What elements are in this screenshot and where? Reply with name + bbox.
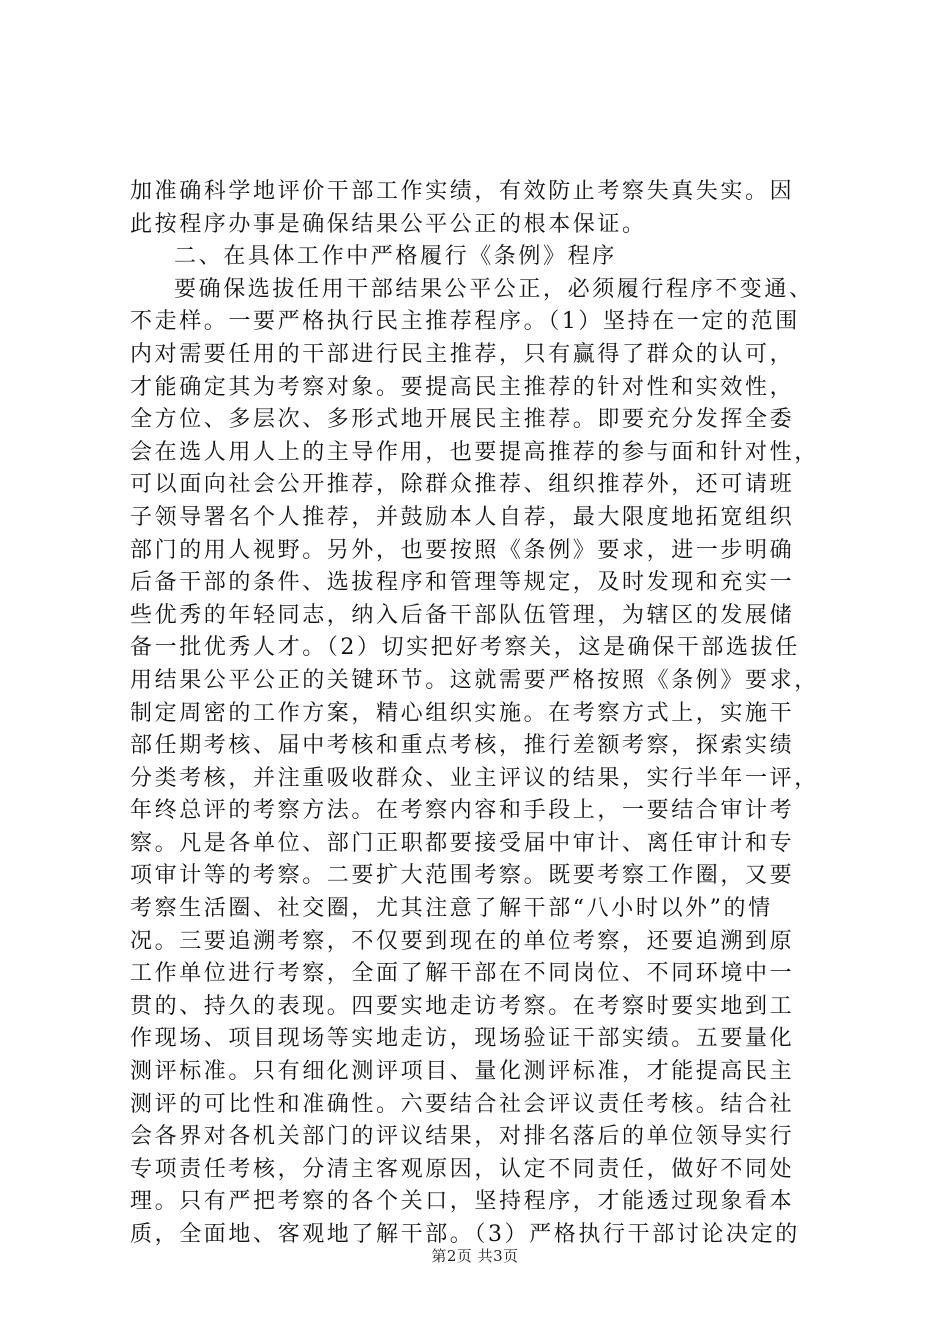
text-line: 会各界对各机关部门的评议结果，对排名落后的单位领导实行 <box>130 1124 795 1150</box>
page-number-footer: 第2页 共3页 <box>431 1247 519 1265</box>
text-line: 全方位、多层次、多形式地开展民主推荐。即要充分发挥全委 <box>130 407 795 433</box>
text-line: 贯的、持久的表现。四要实地走访考察。在考察时要实地到工 <box>130 993 795 1019</box>
text-line: 用结果公平公正的关键环节。这就需要严格按照《条例》要求， <box>130 667 819 693</box>
text-line: 些优秀的年轻同志，纳入后备干部队伍管理，为辖区的发展储 <box>130 602 795 628</box>
text-line: 会在选人用人上的主导作用，也要提高推荐的参与面和针对性， <box>130 439 819 465</box>
text-line: 此按程序办事是确保结果公平公正的根本保证。 <box>130 211 647 237</box>
text-line: 分类考核，并注重吸收群众、业主评议的结果，实行半年一评， <box>130 765 819 791</box>
text-line: 察。凡是各单位、部门正职都要接受届中审计、离任审计和专 <box>130 830 795 856</box>
text-line: 况。三要追溯考察，不仅要到现在的单位考察，还要追溯到原 <box>130 928 795 954</box>
text-line: 备一批优秀人才。（2）切实把好考察关，这是确保干部选拔任 <box>130 635 800 661</box>
text-line: 制定周密的工作方案，精心组织实施。在考察方式上，实施干 <box>130 700 795 726</box>
text-line: 内对需要任用的干部进行民主推荐，只有赢得了群众的认可， <box>130 341 795 367</box>
document-body <box>130 176 830 1252</box>
text-line: 考察生活圈、社交圈，尤其注意了解干部“八小时以外”的情 <box>130 896 773 922</box>
text-line: 可以面向社会公开推荐，除群众推荐、组织推荐外，还可请班 <box>130 472 795 498</box>
text-line: 测评的可比性和准确性。六要结合社会评议责任考核。结合社 <box>130 1091 795 1117</box>
text-line: 部门的用人视野。另外，也要按照《条例》要求，进一步明确 <box>130 537 795 563</box>
text-line: 才能确定其为考察对象。要提高民主推荐的针对性和实效性， <box>130 374 795 400</box>
text-line: 部任期考核、届中考核和重点考核，推行差额考察，探索实绩 <box>130 733 795 759</box>
text-line: 加准确科学地评价干部工作实绩，有效防止考察失真失实。因 <box>130 179 795 204</box>
text-line: 专项责任考核，分清主客观原因，认定不同责任，做好不同处 <box>130 1156 795 1182</box>
section-heading: 二、在具体工作中严格履行《条例》程序 <box>174 244 617 270</box>
text-line: 不走样。一要严格执行民主推荐程序。（1）坚持在一定的范围 <box>130 309 800 335</box>
text-line: 子领导署名个人推荐，并鼓励本人自荐，最大限度地拓宽组织 <box>130 504 795 530</box>
text-line: 后备干部的条件、选拔程序和管理等规定，及时发现和充实一 <box>130 570 795 596</box>
text-line: 作现场、项目现场等实地走访，现场验证干部实绩。五要量化 <box>130 1026 795 1052</box>
text-line: 测评标准。只有细化测评项目、量化测评标准，才能提高民主 <box>130 1059 795 1085</box>
text-line: 理。只有严把考察的各个关口，坚持程序，才能透过现象看本 <box>130 1189 795 1215</box>
text-line: 质，全面地、客观地了解干部。（3）严格执行干部讨论决定的 <box>130 1222 800 1247</box>
text-line: 年终总评的考察方法。在考察内容和手段上，一要结合审计考 <box>130 798 795 824</box>
text-line: 工作单位进行考察，全面了解干部在不同岗位、不同环境中一 <box>130 961 795 987</box>
text-line: 项审计等的考察。二要扩大范围考察。既要考察工作圈，又要 <box>130 863 795 889</box>
paragraph-first-line: 要确保选拔任用干部结果公平公正，必须履行程序不变通、 <box>174 276 814 302</box>
